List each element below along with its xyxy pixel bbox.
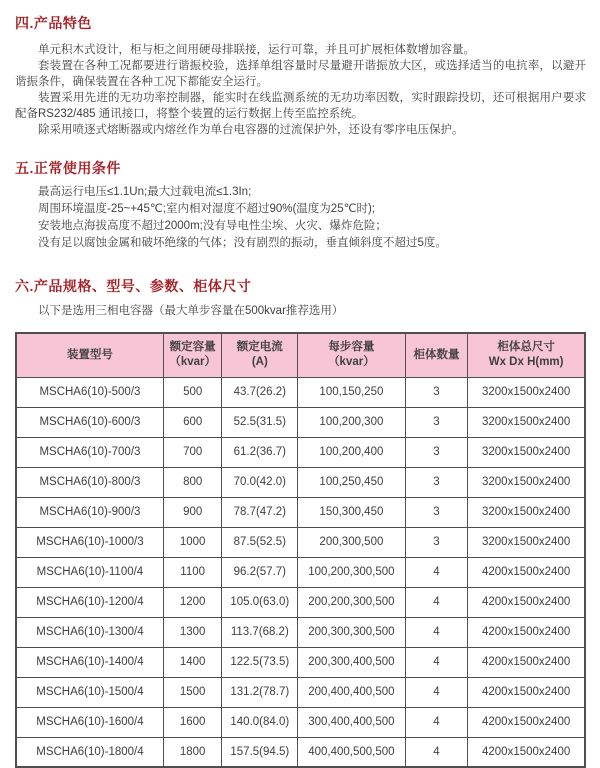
- spec-table-row: [16, 377, 585, 407]
- spec-table-cell: 200,200,300,500: [298, 587, 406, 617]
- spec-table-cell: 4: [405, 617, 468, 647]
- spec-table-cell: 131.2(78.7): [222, 677, 298, 707]
- spec-table-cell: 70.0(42.0): [222, 467, 298, 497]
- spec-table-cell: 3200x1500x2400: [468, 467, 585, 497]
- section-product-features: [15, 13, 586, 138]
- spec-table-cell: MSCHA6(10)-1300/4: [16, 617, 163, 647]
- spec-table-body: [16, 377, 585, 767]
- section-heading-features: 四.产品特色: [15, 15, 92, 31]
- spec-table-cell: 200,300,500: [298, 527, 406, 557]
- spec-table-cell: 3: [405, 527, 468, 557]
- spec-table-cell: 500: [163, 377, 222, 407]
- spec-table-row: [16, 407, 585, 437]
- spec-table-cell: MSCHA6(10)-1000/3: [16, 527, 163, 557]
- spec-table-row: [16, 497, 585, 527]
- spec-table-cell: 100,200,300: [298, 407, 406, 437]
- section-heading-conditions: 五.正常使用条件: [15, 160, 121, 176]
- spec-table-cell: 100,150,250: [298, 377, 406, 407]
- spec-table-cell: 4200x1500x2400: [468, 617, 585, 647]
- spec-table-cell: 4: [405, 737, 468, 767]
- spec-table-cell: 4: [405, 707, 468, 737]
- spec-table-header-cell: 额定电流 (A): [222, 333, 298, 377]
- spec-table-cell: 4200x1500x2400: [468, 587, 585, 617]
- condition-line: 没有足以腐蚀金属和破坏绝缘的气体；没有剧烈的振动，垂直倾斜度不超过5度。: [38, 237, 447, 249]
- spec-table-cell: 100,200,300,500: [298, 557, 406, 587]
- spec-table-header: [16, 333, 585, 377]
- spec-table-cell: 1300: [163, 617, 222, 647]
- spec-table-cell: 1800: [163, 737, 222, 767]
- spec-table-header-cell: 额定容量 （kvar）: [163, 333, 222, 377]
- spec-table-cell: 1400: [163, 647, 222, 677]
- spec-table-cell: 61.2(36.7): [222, 437, 298, 467]
- spec-table-cell: 87.5(52.5): [222, 527, 298, 557]
- spec-table-cell: 3: [405, 467, 468, 497]
- spec-table-cell: 1000: [163, 527, 222, 557]
- spec-table: [15, 332, 586, 768]
- specs-subtitle: 以下是选用三相电容器（最大单步容量在500kvar推荐选用）: [38, 305, 344, 317]
- spec-table-header-row: [16, 333, 585, 377]
- spec-table-cell: 52.5(31.5): [222, 407, 298, 437]
- spec-table-row: [16, 707, 585, 737]
- spec-table-cell: 200,400,400,500: [298, 677, 406, 707]
- spec-table-cell: 78.7(47.2): [222, 497, 298, 527]
- spec-table-cell: 4: [405, 587, 468, 617]
- spec-table-cell: MSCHA6(10)-1100/4: [16, 557, 163, 587]
- condition-line: 安装地点海拔高度不超过2000m;没有导电性尘埃、火灾、爆炸危险；: [38, 220, 387, 232]
- spec-table-cell: 4200x1500x2400: [468, 647, 585, 677]
- spec-table-cell: 3: [405, 407, 468, 437]
- spec-table-cell: 150,300,450: [298, 497, 406, 527]
- features-paragraph: 套装置在各种工况都要进行谐振校验，选择单组容量时尽量避开谐振放大区，或选择适当的电抗率，以避开谐振条件，确保装置在各种工况下都能安全运行。: [15, 60, 586, 88]
- spec-table-cell: 4: [405, 677, 468, 707]
- spec-table-cell: 4: [405, 647, 468, 677]
- spec-table-cell: 900: [163, 497, 222, 527]
- spec-table-cell: 3200x1500x2400: [468, 527, 585, 557]
- spec-table-cell: MSCHA6(10)-500/3: [16, 377, 163, 407]
- spec-table-header-cell: 装置型号: [16, 333, 163, 377]
- spec-table-cell: 200,300,400,500: [298, 647, 406, 677]
- spec-table-cell: 100,200,400: [298, 437, 406, 467]
- spec-table-cell: 3200x1500x2400: [468, 407, 585, 437]
- spec-table-cell: 3200x1500x2400: [468, 377, 585, 407]
- spec-table-header-cell: 柜体数量: [405, 333, 468, 377]
- spec-table-cell: 140.0(84.0): [222, 707, 298, 737]
- spec-table-cell: 1500: [163, 677, 222, 707]
- spec-table-cell: 1200: [163, 587, 222, 617]
- spec-table-cell: 400,400,500,500: [298, 737, 406, 767]
- spec-table-row: [16, 677, 585, 707]
- spec-table-cell: MSCHA6(10)-1200/4: [16, 587, 163, 617]
- spec-table-row: [16, 737, 585, 767]
- spec-table-cell: 113.7(68.2): [222, 617, 298, 647]
- spec-table-cell: 3200x1500x2400: [468, 437, 585, 467]
- spec-table-cell: 1600: [163, 707, 222, 737]
- spec-table-cell: MSCHA6(10)-600/3: [16, 407, 163, 437]
- condition-line: 周围环境温度-25~+45℃;室内相对湿度不超过90%(温度为25℃时);: [38, 203, 376, 215]
- section-heading-specs: 六.产品规格、型号、参数、柜体尺寸: [15, 278, 252, 294]
- spec-table-row: [16, 527, 585, 557]
- spec-table-cell: MSCHA6(10)-800/3: [16, 467, 163, 497]
- spec-table-row: [16, 437, 585, 467]
- spec-table-cell: 100,250,450: [298, 467, 406, 497]
- spec-table-cell: MSCHA6(10)-1800/4: [16, 737, 163, 767]
- spec-table-cell: 300,400,400,500: [298, 707, 406, 737]
- spec-table-row: [16, 647, 585, 677]
- features-paragraph: 单元积木式设计，柜与柜之间用硬母排联接，运行可靠，并且可扩展柜体数增加容量。: [38, 44, 475, 56]
- spec-table-cell: MSCHA6(10)-900/3: [16, 497, 163, 527]
- spec-table-row: [16, 467, 585, 497]
- spec-table-cell: MSCHA6(10)-1500/4: [16, 677, 163, 707]
- spec-table-row: [16, 617, 585, 647]
- spec-table-row: [16, 587, 585, 617]
- spec-table-cell: 4200x1500x2400: [468, 737, 585, 767]
- section-product-specs: [15, 276, 586, 768]
- spec-table-header-cell: 每步容量 （kvar）: [298, 333, 406, 377]
- spec-table-cell: 700: [163, 437, 222, 467]
- spec-table-header-cell: 柜体总尺寸 Wx Dx H(mm): [468, 333, 585, 377]
- spec-table-cell: 3200x1500x2400: [468, 497, 585, 527]
- spec-table-cell: 3: [405, 437, 468, 467]
- spec-table-cell: 4200x1500x2400: [468, 707, 585, 737]
- spec-table-cell: 4200x1500x2400: [468, 557, 585, 587]
- spec-table-cell: 157.5(94.5): [222, 737, 298, 767]
- spec-table-cell: 4200x1500x2400: [468, 677, 585, 707]
- condition-line: 最高运行电压≤1.1Un;最大过载电流≤1.3In;: [38, 186, 252, 198]
- spec-table-cell: 122.5(73.5): [222, 647, 298, 677]
- spec-table-cell: 600: [163, 407, 222, 437]
- spec-table-cell: 200,300,300,500: [298, 617, 406, 647]
- spec-table-cell: 1100: [163, 557, 222, 587]
- spec-table-cell: MSCHA6(10)-1400/4: [16, 647, 163, 677]
- spec-table-cell: 800: [163, 467, 222, 497]
- section-operating-conditions: [15, 158, 586, 252]
- spec-table-cell: MSCHA6(10)-1600/4: [16, 707, 163, 737]
- spec-table-cell: 105.0(63.0): [222, 587, 298, 617]
- features-paragraph: 装置采用先进的无功功率控制器，能实时在线监测系统的无功功率因数，实时跟踪投切，还可根据用户要求配备RS232/485 通讯接口，将整个装置的运行数据上传至监控系统。: [15, 92, 586, 120]
- spec-table-cell: 4: [405, 557, 468, 587]
- spec-table-cell: 43.7(26.2): [222, 377, 298, 407]
- features-paragraph: 除采用喷逐式熔断器或内熔丝作为单台电容器的过流保护外，还设有零序电压保护。: [38, 124, 464, 136]
- spec-table-cell: 96.2(57.7): [222, 557, 298, 587]
- spec-table-row: [16, 557, 585, 587]
- spec-table-cell: 3: [405, 497, 468, 527]
- spec-table-cell: MSCHA6(10)-700/3: [16, 437, 163, 467]
- spec-table-cell: 3: [405, 377, 468, 407]
